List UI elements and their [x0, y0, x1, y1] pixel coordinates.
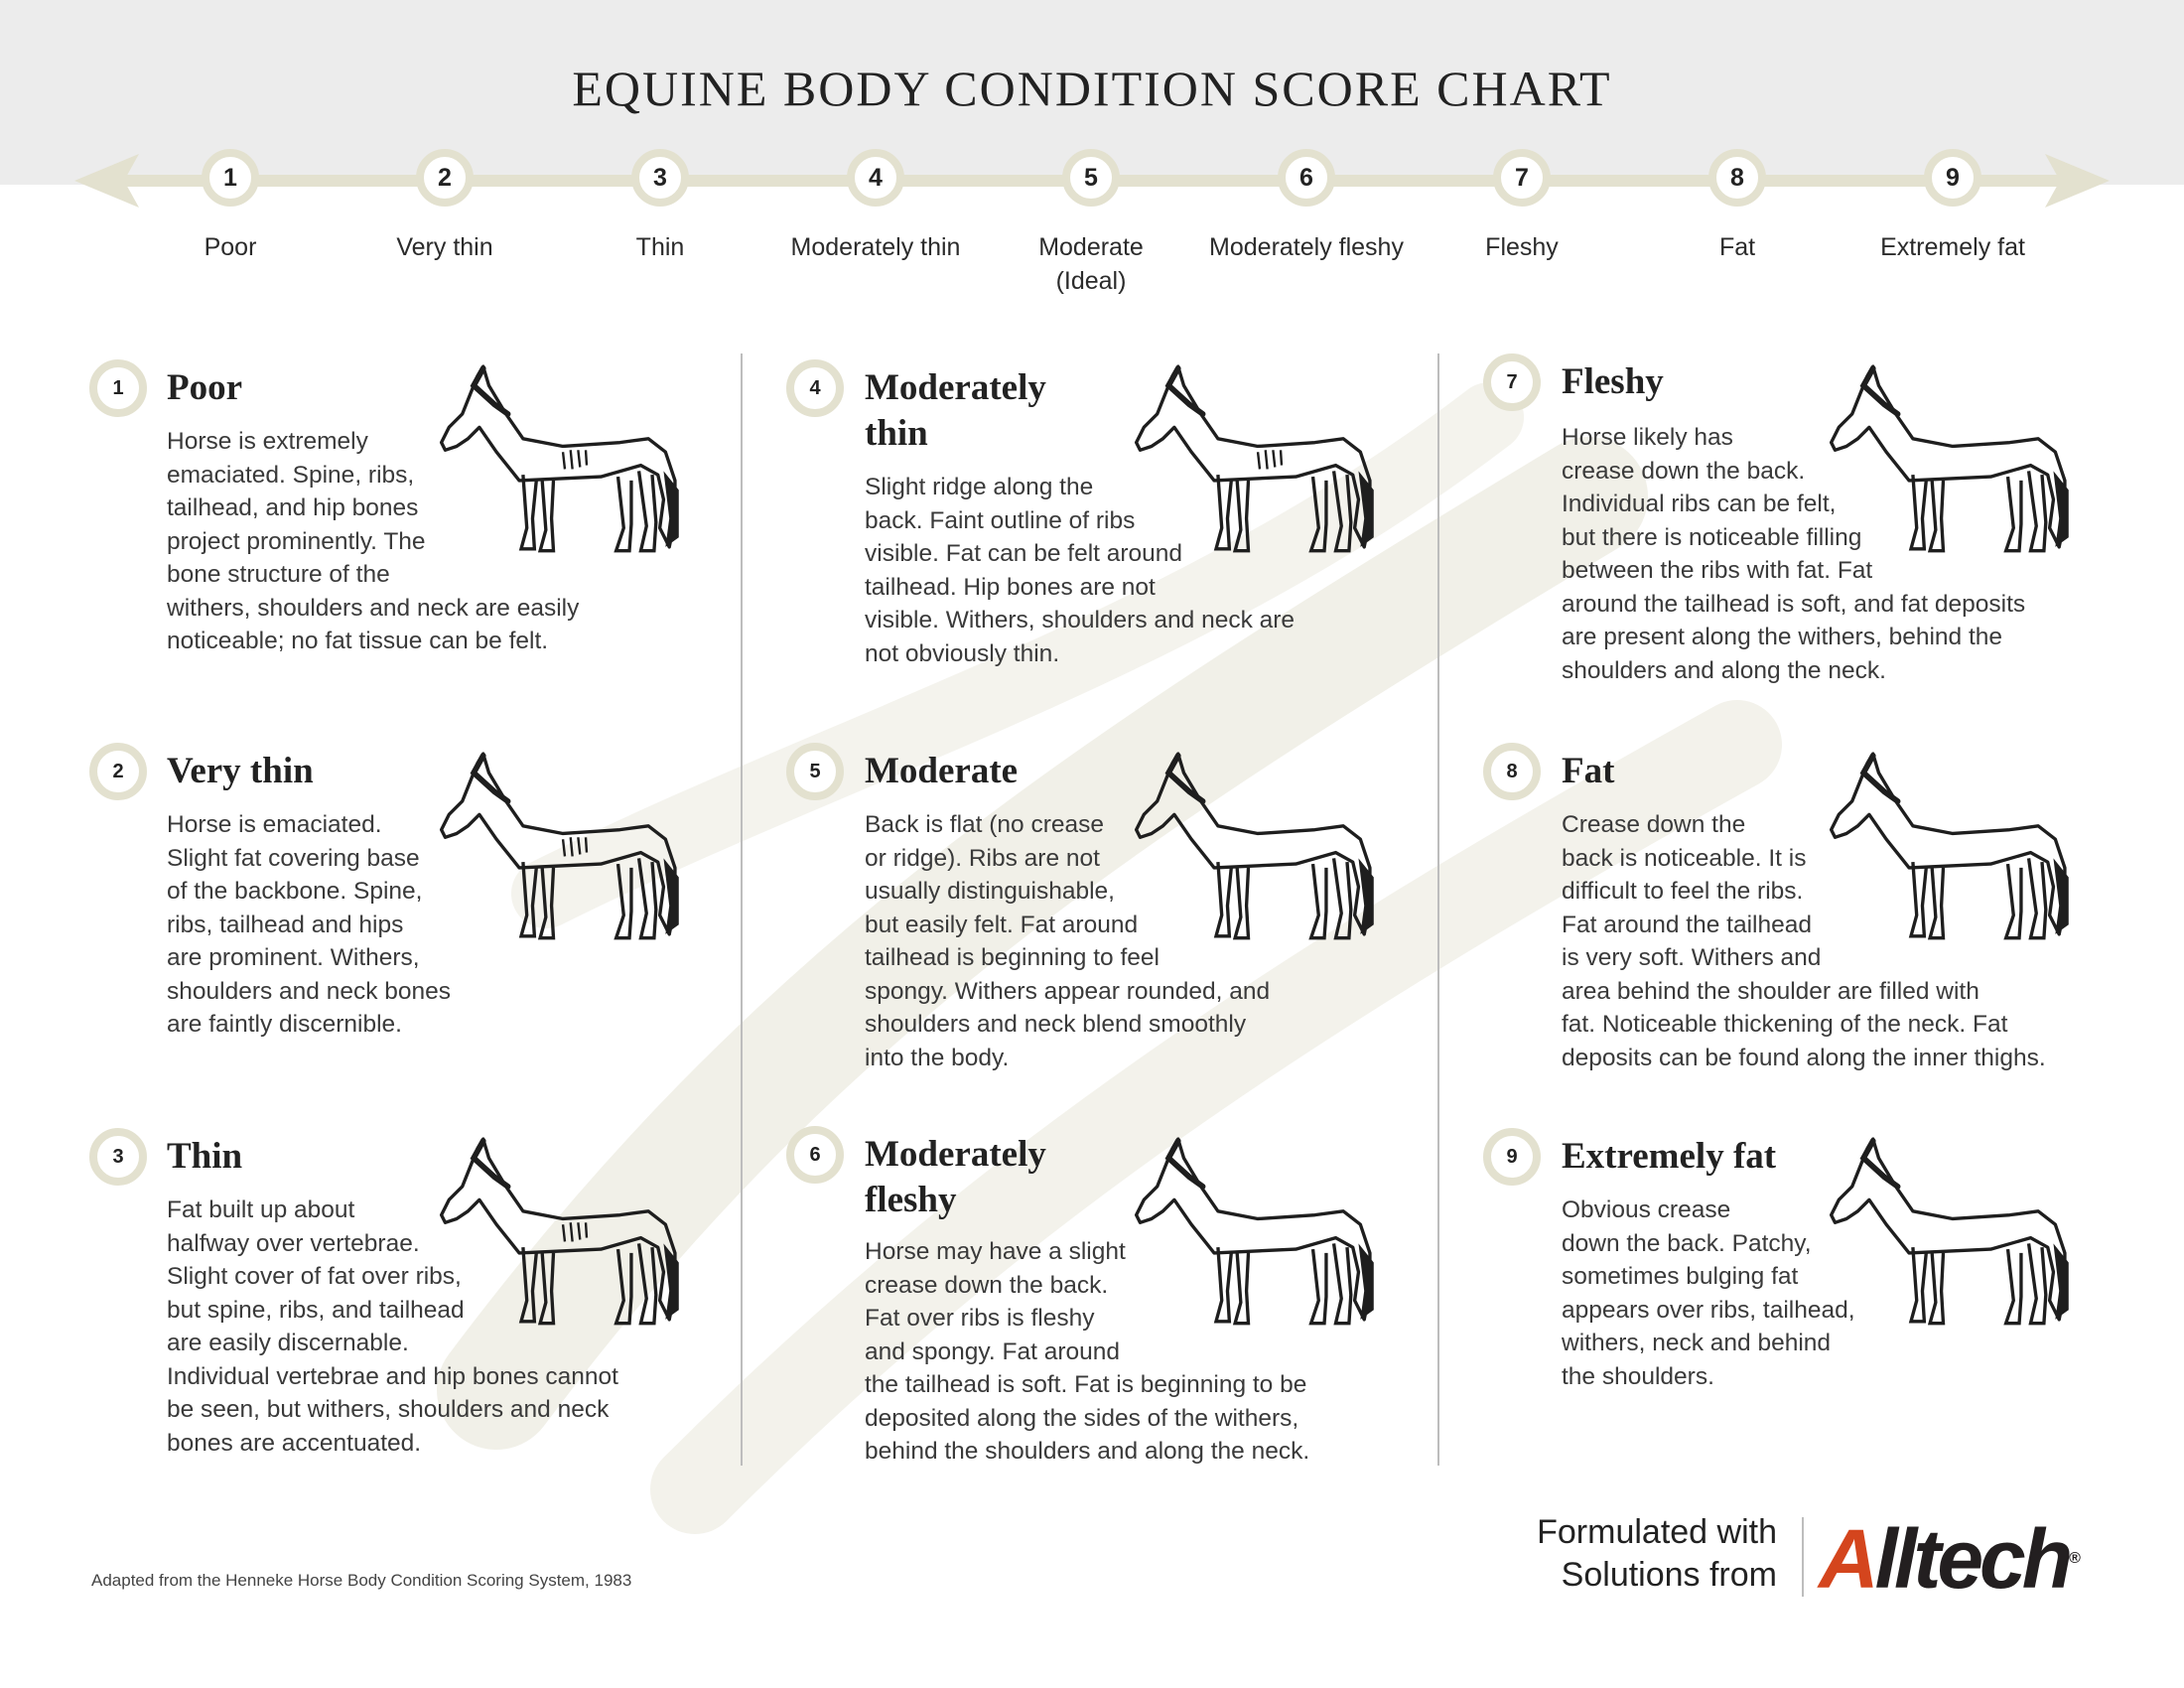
score-badge-7: 7: [1483, 353, 1541, 411]
score-title-1: Poor: [167, 367, 243, 408]
brand-tagline: [1479, 1511, 1777, 1597]
scale-label: Poor: [204, 233, 257, 261]
scale-number: 4: [847, 149, 904, 207]
score-title-8: Fat: [1562, 751, 1615, 791]
score-desc-6: Horse may have a slight crease down the back. Fat over ribs is fleshy and spongy. Fat around the tailhead is soft. Fat is beginning to be deposited along the sides of the withers, behind the shoulders and along the neck.: [865, 1238, 1310, 1465]
score-desc-2: Horse is emaciated. Slight fat covering base of the backbone. Spine, ribs, tailhead and hips are prominent. Withers, shoulders and neck bones are faintly discernible.: [167, 811, 452, 1038]
scale-step-6: [1207, 149, 1406, 264]
scale-step-1: [131, 149, 330, 264]
scale-label: Moderately thin: [790, 233, 961, 261]
score-title-2: Very thin: [167, 751, 314, 791]
scale-number: 6: [1278, 149, 1335, 207]
brand-line-2: Solutions from: [1561, 1556, 1777, 1594]
score-title-7: Fleshy: [1562, 361, 1664, 402]
score-title-4: Moderately thin: [865, 367, 1046, 454]
score-desc-4: Slight ridge along the back. Faint outline of ribs visible. Fat can be felt around tailhead. Hip bones are not visible. Withers, shoulders and neck are not obviously thin.: [865, 474, 1296, 667]
column-divider: [1437, 353, 1439, 1466]
score-badge-1: 1: [89, 359, 147, 417]
score-title-5: Moderate: [865, 751, 1019, 791]
scale-step-4: [776, 149, 975, 264]
logo-text: lltech: [1874, 1512, 2070, 1606]
score-title-9: Extremely fat: [1562, 1136, 1777, 1177]
score-badge-2: 2: [89, 743, 147, 800]
scale-number: 5: [1062, 149, 1120, 207]
brand-line-1: Formulated with: [1537, 1513, 1777, 1551]
scale-label: Moderate: [1038, 233, 1144, 261]
scale-step-2: [345, 149, 544, 264]
scale-step-9: [1853, 149, 2052, 264]
score-badge-5: 5: [786, 743, 844, 800]
score-desc-1: Horse is extremely emaciated. Spine, ribs, tailhead, and hip bones project prominently. The bone structure of the withers, shoulders and neck are easily noticeable; no fat tissue can be felt.: [167, 428, 580, 654]
scale-step-8: [1638, 149, 1837, 264]
scale-label: Moderately fleshy: [1209, 233, 1404, 261]
scale-number: 2: [416, 149, 474, 207]
score-desc-9: Obvious crease down the back. Patchy, sometimes bulging fat appears over ribs, tailhead, withers, neck and behind the shoulders.: [1562, 1196, 1855, 1390]
scale-number: 1: [202, 149, 259, 207]
scale-number: 7: [1493, 149, 1551, 207]
score-title-6: Moderately fleshy: [865, 1134, 1046, 1220]
scale-label: Fat: [1718, 233, 1756, 261]
horse-illustration-2: [417, 735, 690, 953]
score-title-3: Thin: [167, 1136, 243, 1177]
alltech-logo: [1819, 1514, 2081, 1604]
scale-label: Extremely fat: [1880, 233, 2025, 261]
scale-number: 3: [631, 149, 689, 207]
score-badge-9: 9: [1483, 1128, 1541, 1186]
scale-label: Thin: [635, 233, 685, 261]
registered-mark: ®: [2069, 1550, 2081, 1567]
scale-step-7: [1423, 149, 1621, 264]
scale-step-3: [561, 149, 759, 264]
brand-divider: [1802, 1517, 1804, 1597]
scale-number: 8: [1708, 149, 1766, 207]
logo-accent-letter: A: [1819, 1512, 1875, 1606]
scale-label: Fleshy: [1485, 233, 1559, 261]
score-desc-7: Horse likely has crease down the back. Individual ribs can be felt, but there is noticeable filling between the ribs with fat. Fat around the tailhead is soft, and fat deposits are present along the withers, behind the shoulders and along the neck.: [1562, 424, 2026, 684]
scale-step-5: [992, 149, 1190, 298]
score-desc-3: Fat built up about halfway over vertebrae. Slight cover of fat over ribs, but spine, ribs, and tailhead are easily discernable. Individual vertebrae and hip bones cannot be seen, but withers, shoulders and neck bones are accentuated.: [167, 1196, 618, 1457]
score-badge-4: 4: [786, 359, 844, 417]
score-badge-3: 3: [89, 1128, 147, 1186]
scale-number: 9: [1924, 149, 1981, 207]
scale-label: Very thin: [396, 233, 493, 261]
scale-label-sub: (Ideal): [1055, 267, 1127, 295]
score-badge-8: 8: [1483, 743, 1541, 800]
score-desc-5: Back is flat (no crease or ridge). Ribs are not usually distinguishable, but easily felt. Fat around tailhead is beginning to feel spongy. Withers appear rounded, and shoulders and neck blend smoothly into the body.: [865, 811, 1271, 1071]
source-footnote: Adapted from the Henneke Horse Body Condition Scoring System, 1983: [91, 1571, 632, 1590]
page-title: EQUINE BODY CONDITION SCORE CHART: [572, 61, 1612, 116]
column-divider: [741, 353, 743, 1466]
score-badge-6: 6: [786, 1126, 844, 1184]
score-desc-8: Crease down the back is noticeable. It is difficult to feel the ribs. Fat around the tailhead is very soft. Withers and area behind the shoulder are filled with fat. Noticeable thickening of the neck. Fat deposits can be found along the inner thighs.: [1562, 811, 2046, 1071]
